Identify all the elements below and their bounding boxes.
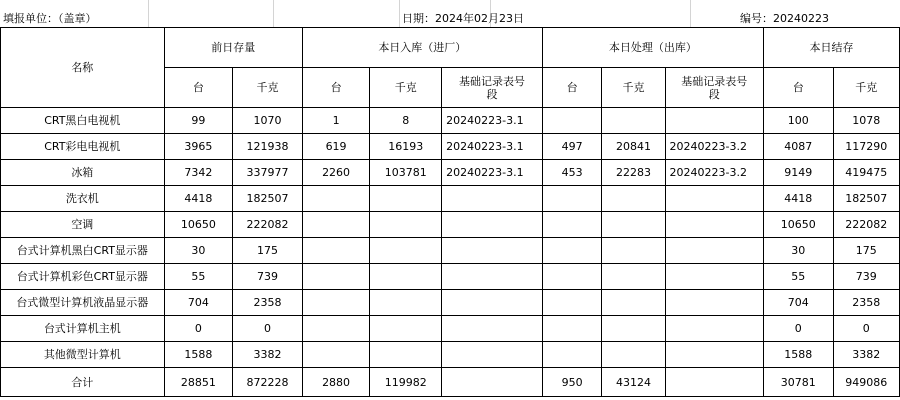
- inventory-table: [0, 27, 900, 397]
- end-tai-cell: 100: [763, 108, 833, 134]
- out-tai-cell: 453: [542, 160, 602, 186]
- name-cell: 合计: [1, 368, 165, 397]
- out-kg-cell: [602, 212, 665, 238]
- in-record-cell: [442, 342, 543, 368]
- prev-kg-cell: 222082: [233, 212, 303, 238]
- prev-tai-cell: 7342: [164, 160, 233, 186]
- prev-kg-cell: 1070: [233, 108, 303, 134]
- in-tai-cell: 1: [302, 108, 369, 134]
- out-record-cell: [665, 316, 763, 342]
- name-cell: CRT彩电电视机: [1, 134, 165, 160]
- out-tai-cell: [542, 238, 602, 264]
- unit-tai-header: 台: [542, 68, 602, 108]
- in-record-cell: 20240223-3.1: [442, 134, 543, 160]
- unit-tai-header: 台: [164, 68, 233, 108]
- in-kg-cell: [370, 264, 442, 290]
- out-record-cell: [665, 186, 763, 212]
- out-tai-cell: [542, 264, 602, 290]
- out-kg-cell: [602, 238, 665, 264]
- in-kg-cell: [370, 238, 442, 264]
- end-tai-cell: 0: [763, 316, 833, 342]
- name-cell: 洗衣机: [1, 186, 165, 212]
- table-row: [1, 290, 900, 316]
- in-kg-cell: [370, 290, 442, 316]
- prev-tai-cell: 99: [164, 108, 233, 134]
- end-tai-cell: 1588: [763, 342, 833, 368]
- end-kg-cell: 2358: [833, 290, 899, 316]
- out-tai-cell: [542, 316, 602, 342]
- in-kg-cell: 16193: [370, 134, 442, 160]
- end-tai-cell: 30781: [763, 368, 833, 397]
- table-row: [1, 212, 900, 238]
- name-cell: 台式计算机主机: [1, 316, 165, 342]
- prev-kg-cell: 121938: [233, 134, 303, 160]
- prev-tai-cell: 10650: [164, 212, 233, 238]
- unit-kg-header: 千克: [602, 68, 665, 108]
- prev-tai-cell: 4418: [164, 186, 233, 212]
- out-kg-cell: [602, 186, 665, 212]
- name-cell: 其他微型计算机: [1, 342, 165, 368]
- end-tai-cell: 4418: [763, 186, 833, 212]
- in-kg-cell: [370, 342, 442, 368]
- unit-kg-header: 千克: [833, 68, 899, 108]
- out-tai-cell: [542, 342, 602, 368]
- table-row: [1, 160, 900, 186]
- total-row: [1, 368, 900, 397]
- unit-label: 填报单位：（盖章）: [3, 12, 97, 25]
- end-tai-cell: 704: [763, 290, 833, 316]
- table-row: [1, 264, 900, 290]
- out-kg-cell: 22283: [602, 160, 665, 186]
- end-kg-cell: 3382: [833, 342, 899, 368]
- in-record-cell: 20240223-3.1: [442, 108, 543, 134]
- unit-kg-header: 千克: [233, 68, 303, 108]
- report-header: [0, 0, 829, 27]
- in-kg-cell: [370, 316, 442, 342]
- number-label: 编号：20240223: [740, 12, 829, 25]
- in-record-cell: [442, 316, 543, 342]
- in-kg-cell: 119982: [370, 368, 442, 397]
- out-kg-cell: [602, 316, 665, 342]
- end-kg-cell: 222082: [833, 212, 899, 238]
- in-record-cell: [442, 186, 543, 212]
- group-header-row: [1, 28, 900, 68]
- prev-kg-cell: 337977: [233, 160, 303, 186]
- prev-kg-cell: 182507: [233, 186, 303, 212]
- name-cell: 台式计算机彩色CRT显示器: [1, 264, 165, 290]
- end-kg-cell: 739: [833, 264, 899, 290]
- end-kg-cell: 0: [833, 316, 899, 342]
- out-record-cell: [665, 108, 763, 134]
- col-prev-stock-header: 前日存量: [164, 28, 302, 68]
- in-kg-cell: [370, 212, 442, 238]
- end-kg-cell: 175: [833, 238, 899, 264]
- unit-tai-header: 台: [302, 68, 369, 108]
- name-cell: 空调: [1, 212, 165, 238]
- out-tai-cell: [542, 186, 602, 212]
- end-tai-cell: 9149: [763, 160, 833, 186]
- prev-tai-cell: 3965: [164, 134, 233, 160]
- name-cell: 台式微型计算机液晶显示器: [1, 290, 165, 316]
- out-record-cell: 20240223-3.2: [665, 160, 763, 186]
- out-kg-cell: [602, 290, 665, 316]
- name-cell: 台式计算机黑白CRT显示器: [1, 238, 165, 264]
- end-kg-cell: 949086: [833, 368, 899, 397]
- col-processed-header: 本日处理（出库）: [542, 28, 763, 68]
- end-tai-cell: 10650: [763, 212, 833, 238]
- out-kg-cell: [602, 342, 665, 368]
- prev-kg-cell: 175: [233, 238, 303, 264]
- out-tai-cell: [542, 212, 602, 238]
- out-kg-cell: 20841: [602, 134, 665, 160]
- prev-kg-cell: 3382: [233, 342, 303, 368]
- prev-kg-cell: 739: [233, 264, 303, 290]
- prev-tai-cell: 28851: [164, 368, 233, 397]
- prev-tai-cell: 30: [164, 238, 233, 264]
- in-record-cell: [442, 212, 543, 238]
- date-label: 日期：2024年02月23日: [402, 12, 524, 25]
- in-tai-cell: [302, 238, 369, 264]
- out-tai-cell: 497: [542, 134, 602, 160]
- col-ending-header: 本日结存: [763, 28, 899, 68]
- out-record-cell: [665, 238, 763, 264]
- prev-kg-cell: 0: [233, 316, 303, 342]
- table-row: [1, 108, 900, 134]
- prev-tai-cell: 0: [164, 316, 233, 342]
- name-cell: CRT黑白电视机: [1, 108, 165, 134]
- prev-tai-cell: 1588: [164, 342, 233, 368]
- prev-kg-cell: 872228: [233, 368, 303, 397]
- record-range-header: [442, 68, 543, 108]
- prev-tai-cell: 55: [164, 264, 233, 290]
- table-row: [1, 238, 900, 264]
- out-record-cell: [665, 368, 763, 397]
- in-tai-cell: [302, 264, 369, 290]
- out-kg-cell: [602, 108, 665, 134]
- out-record-cell: [665, 342, 763, 368]
- in-tai-cell: [302, 316, 369, 342]
- end-tai-cell: 30: [763, 238, 833, 264]
- unit-kg-header: 千克: [370, 68, 442, 108]
- table-row: [1, 342, 900, 368]
- end-kg-cell: 117290: [833, 134, 899, 160]
- header-gridline: [148, 0, 274, 27]
- in-kg-cell: 103781: [370, 160, 442, 186]
- in-tai-cell: [302, 290, 369, 316]
- in-record-cell: 20240223-3.1: [442, 160, 543, 186]
- in-record-cell: [442, 290, 543, 316]
- in-record-cell: [442, 264, 543, 290]
- end-kg-cell: 182507: [833, 186, 899, 212]
- in-tai-cell: 2260: [302, 160, 369, 186]
- header-gridline: [273, 0, 400, 27]
- record-range-label: 基础记录表号段: [681, 74, 748, 101]
- table-row: [1, 186, 900, 212]
- table-row: [1, 134, 900, 160]
- col-name-header: 名称: [1, 28, 165, 108]
- unit-tai-header: 台: [763, 68, 833, 108]
- in-tai-cell: 619: [302, 134, 369, 160]
- in-tai-cell: [302, 186, 369, 212]
- record-range-label: 基础记录表号段: [458, 74, 525, 101]
- out-kg-cell: 43124: [602, 368, 665, 397]
- in-kg-cell: 8: [370, 108, 442, 134]
- prev-tai-cell: 704: [164, 290, 233, 316]
- in-tai-cell: [302, 212, 369, 238]
- out-record-cell: 20240223-3.2: [665, 134, 763, 160]
- end-tai-cell: 55: [763, 264, 833, 290]
- out-record-cell: [665, 212, 763, 238]
- out-record-cell: [665, 264, 763, 290]
- end-tai-cell: 4087: [763, 134, 833, 160]
- out-tai-cell: [542, 290, 602, 316]
- end-kg-cell: 419475: [833, 160, 899, 186]
- out-record-cell: [665, 290, 763, 316]
- in-tai-cell: 2880: [302, 368, 369, 397]
- col-inbound-header: 本日入库（进厂）: [302, 28, 542, 68]
- record-range-header: [665, 68, 763, 108]
- name-cell: 冰箱: [1, 160, 165, 186]
- out-tai-cell: [542, 108, 602, 134]
- in-tai-cell: [302, 342, 369, 368]
- out-tai-cell: 950: [542, 368, 602, 397]
- table-row: [1, 316, 900, 342]
- in-record-cell: [442, 238, 543, 264]
- in-kg-cell: [370, 186, 442, 212]
- out-kg-cell: [602, 264, 665, 290]
- end-kg-cell: 1078: [833, 108, 899, 134]
- in-record-cell: [442, 368, 543, 397]
- prev-kg-cell: 2358: [233, 290, 303, 316]
